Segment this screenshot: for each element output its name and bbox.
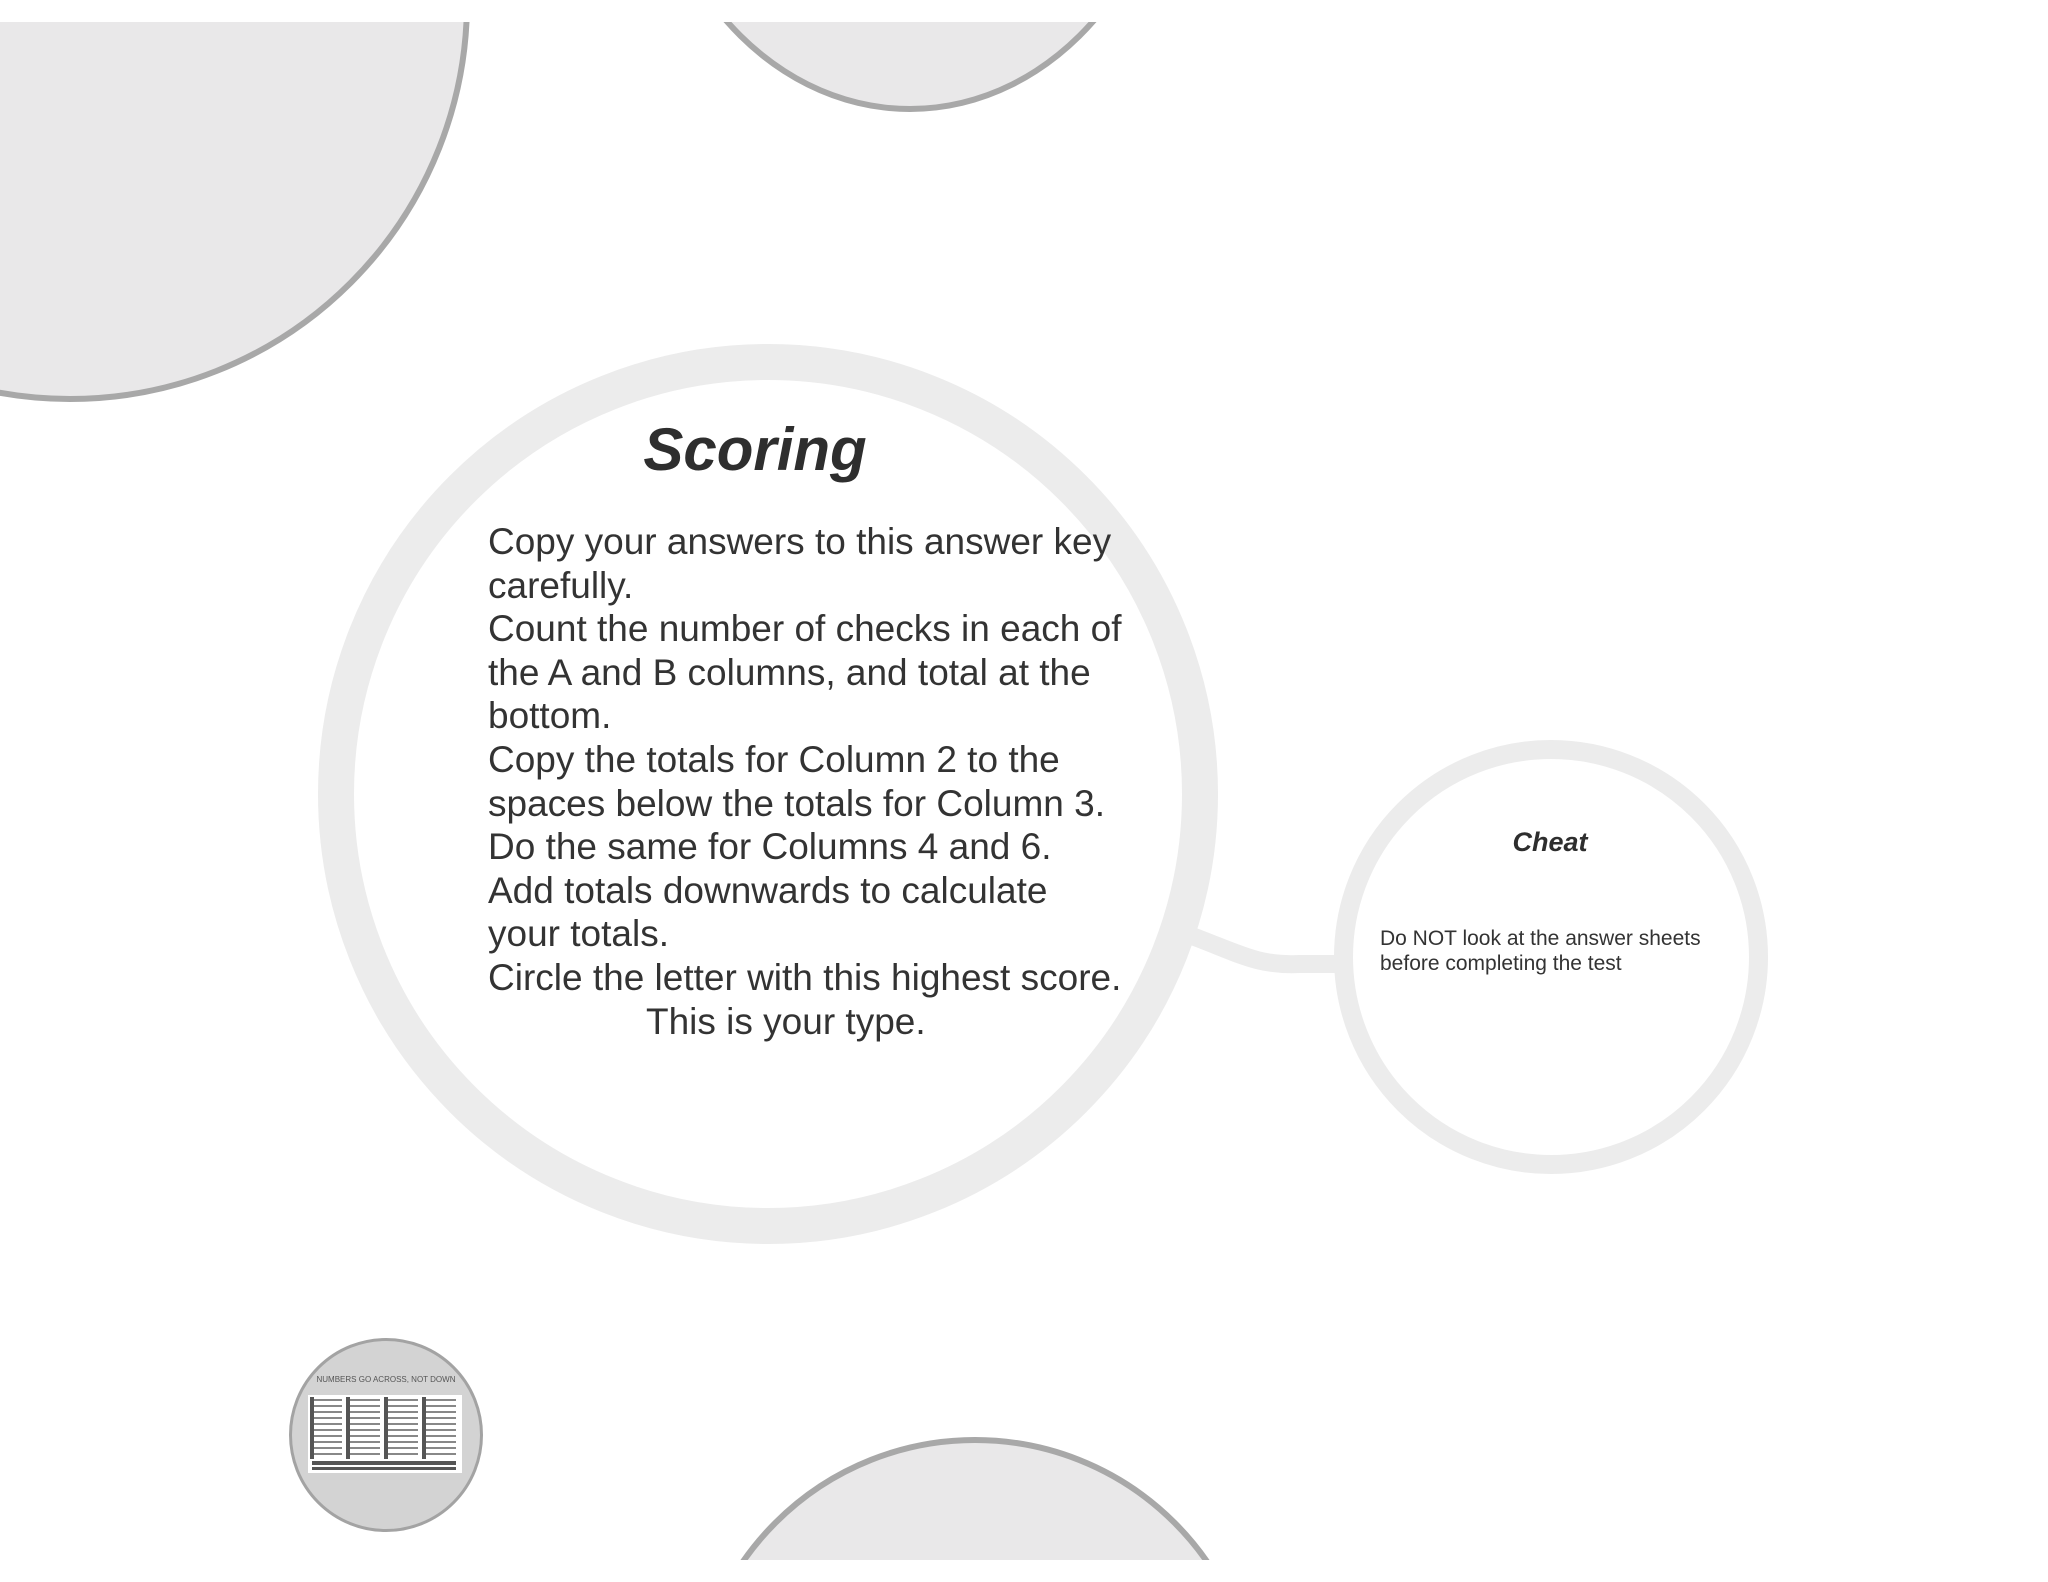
cheat-text: Do NOT look at the answer sheets before completing the test (1380, 927, 1701, 975)
scoring-closing: This is your type. (646, 1000, 926, 1042)
scoring-instructions (488, 520, 1128, 1043)
cheat-title: Cheat (1512, 827, 1588, 857)
scoring-title: Scoring (643, 416, 867, 483)
background-circle-top-center (640, 22, 1180, 112)
scoring-line: Count the number of checks in each of the A and B columns, and total at the bottom. (488, 608, 1122, 737)
background-circle-bottom-center (690, 1437, 1260, 1560)
answer-sheet-thumbnail[interactable] (289, 1338, 483, 1532)
answer-sheet-image (308, 1395, 462, 1473)
scoring-line: Copy the totals for Column 2 to the spaces below the totals for Column 3. (488, 738, 1105, 824)
scoring-line: Circle the letter with this highest score. (488, 956, 1122, 998)
scoring-line: Add totals downwards to calculate your totals. (488, 869, 1048, 955)
scoring-line: Copy your answers to this answer key carefully. (488, 521, 1112, 606)
scoring-line: Do the same for Columns 4 and 6. (488, 826, 1052, 868)
thumbnail-caption: NUMBERS GO ACROSS, NOT DOWN (316, 1375, 456, 1384)
presentation-canvas (0, 22, 2048, 1560)
background-circle-top-left (0, 22, 470, 402)
